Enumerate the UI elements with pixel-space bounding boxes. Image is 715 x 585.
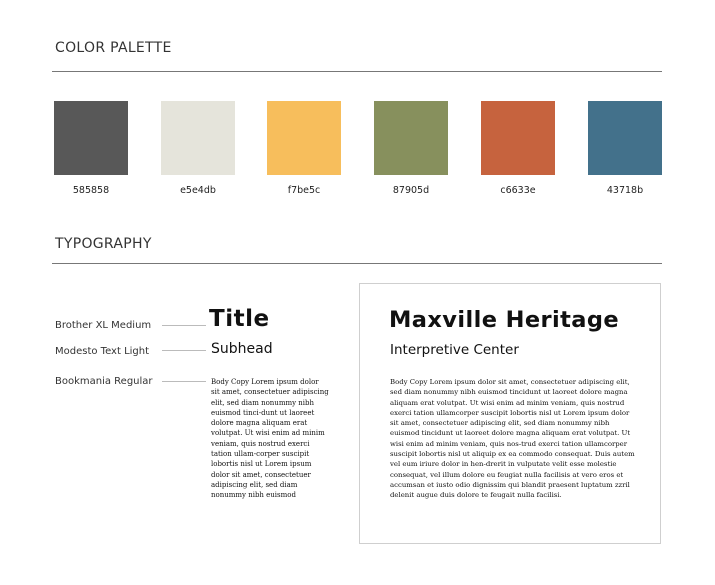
swatch-chip xyxy=(374,101,448,175)
font-label-body: Bookmania Regular xyxy=(55,376,153,387)
typography-heading: TYPOGRAPHY xyxy=(55,236,152,252)
swatch-charcoal xyxy=(54,101,128,196)
swatch-hex-label: 87905d xyxy=(392,185,430,196)
swatch-hex-label: 585858 xyxy=(72,185,110,196)
leader-line xyxy=(162,325,206,326)
swatch-chip xyxy=(481,101,555,175)
palette-divider xyxy=(52,71,662,72)
swatch-chip xyxy=(54,101,128,175)
body-copy-sample: Body Copy Lorem ipsum dolor sit amet, consectetuer adipiscing elit, sed diam nonummy nibh euismod tinci-dunt ut laoreet dolore magna aliquam erat volutpat. Ut wisi enim ad minim veniam, quis nostrud exerci tation ullam-corper suscipit lobortis nisl ut Lorem ipsum dolor sit amet, consectetuer adipiscing elit, sed diam nonummy nibh euismod xyxy=(211,378,329,500)
swatch-chip xyxy=(267,101,341,175)
swatch-hex-label: c6633e xyxy=(500,185,536,196)
subhead-sample: Subhead xyxy=(211,341,273,357)
swatch-cream xyxy=(161,101,235,196)
typography-divider xyxy=(52,263,662,264)
swatch-olive xyxy=(374,101,448,196)
color-palette-heading: COLOR PALETTE xyxy=(55,40,172,56)
swatch-hex-label: f7be5c xyxy=(287,185,321,196)
leader-line xyxy=(162,350,206,351)
font-label-title: Brother XL Medium xyxy=(55,320,152,331)
example-title: Maxville Heritage xyxy=(389,307,619,333)
example-body-copy: Body Copy Lorem ipsum dolor sit amet, consectetuer adipiscing elit, sed diam nonummy nibh euismod tincidunt ut laoreet dolore magna aliquam erat volutpat. Ut wisi enim ad minim veniam, quis nostrud exerci tation ullamcorper suscipit lobortis nisl ut Lorem ipsum dolor sit amet, consectetuer adipiscing elit, sed diam nonummy nibh euismod tincidunt ut laoreet dolore magna aliquam erat volutpat. Ut wisi enim ad minim veniam, quis nos-trud exerci tation ullamcorper suscipit lobortis nisl ut aliquip ex ea commodo consequat. Duis autem vel eum iriure dolor in hen-drerit in vulputate velit esse molestie consequat, vel illum dolore eu feugiat nulla facilisis at vero eros et accumsan et iusto odio dignissim qui blandit praesent luptatum zzril delenit augue duis dolore te feugait nulla facilisi. xyxy=(390,378,635,500)
swatch-rust xyxy=(481,101,555,196)
typography-example-card xyxy=(359,283,661,544)
example-subtitle: Interpretive Center xyxy=(390,342,519,358)
leader-line xyxy=(162,381,206,382)
swatch-hex-label: 43718b xyxy=(606,185,644,196)
swatch-hex-label: e5e4db xyxy=(180,185,216,196)
swatch-gold xyxy=(267,101,341,196)
title-sample: Title xyxy=(209,306,270,332)
swatch-chip xyxy=(588,101,662,175)
font-label-subhead: Modesto Text Light xyxy=(55,346,150,357)
swatch-slate-blue xyxy=(588,101,662,196)
swatch-chip xyxy=(161,101,235,175)
swatch-row xyxy=(54,101,662,211)
